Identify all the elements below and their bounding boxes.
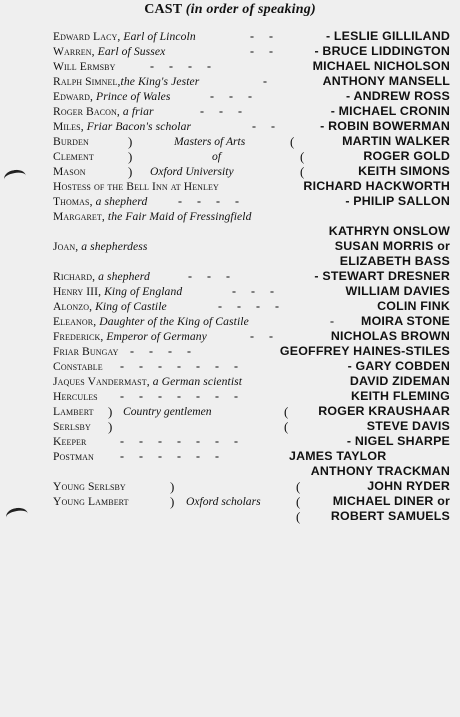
cast-row — [0, 359, 460, 374]
actor-name: MICHAEL NICHOLSON — [312, 59, 450, 73]
role-name: Thomas, — [53, 195, 93, 208]
cast-row: Serlsby ) ( STEVE DAVIS — [53, 419, 450, 434]
role-desc: Emperor of Germany — [103, 330, 207, 343]
actor-name: ANTHONY TRACKMAN — [310, 464, 450, 478]
cast-row: Mason ) Oxford University ( KEITH SIMONS — [53, 164, 450, 179]
cast-row: Lambert ) Country gentlemen ( ROGER KRAUSHAAR — [53, 404, 450, 419]
cast-row — [0, 314, 460, 329]
cast-row — [0, 89, 460, 104]
actor-name: STEVE DAVIS — [366, 419, 450, 433]
role-name: Burden — [53, 135, 89, 148]
cast-row — [0, 44, 460, 59]
leader-dots: - - — [252, 119, 281, 133]
role-desc: a friar — [119, 105, 154, 118]
actor-name: SUSAN MORRIS or — [334, 239, 450, 253]
actor-name: - ROBIN BOWERMAN — [320, 119, 450, 133]
role-desc: the Fair Maid of Fressingfield — [104, 210, 252, 223]
role-name: Henry III, — [53, 285, 102, 298]
cast-row — [0, 284, 460, 299]
role-name: Jaques Vandermast, — [53, 375, 150, 388]
role-name: Hercules — [53, 390, 98, 403]
cast-row — [0, 344, 460, 359]
actor-name: COLIN FINK — [377, 299, 450, 313]
cast-row — [0, 119, 460, 134]
group-note: Oxford University — [150, 165, 234, 178]
role-name: Serlsby — [53, 420, 91, 433]
cast-row — [0, 464, 460, 479]
cast-row — [0, 449, 460, 464]
role-name: Young Serlsby — [53, 480, 126, 493]
role-name: Miles, — [53, 120, 84, 133]
cast-row — [0, 209, 460, 224]
actor-name: - PHILIP SALLON — [345, 194, 450, 208]
actor-name: ELIZABETH BASS — [339, 254, 450, 268]
role-desc: Earl of Lincoln — [120, 30, 196, 43]
leader-dots: - - — [250, 29, 279, 43]
actor-name: ROBERT SAMUELS — [330, 509, 450, 523]
leader-dots: - - - — [232, 284, 280, 298]
leader-dots: - - — [250, 44, 279, 58]
role-name: Clement — [53, 150, 94, 163]
group-note: Masters of Arts — [174, 135, 246, 148]
role-name: Constable — [53, 360, 103, 373]
cast-row — [0, 59, 460, 74]
leader-dots: - - - - — [178, 194, 245, 208]
role-name: Lambert — [53, 405, 94, 418]
actor-name: KEITH SIMONS — [358, 164, 450, 178]
role-name: Warren, — [53, 45, 95, 58]
actor-name: ROGER GOLD — [363, 149, 450, 163]
actor-name: ANTHONY MANSELL — [322, 74, 450, 88]
role-name: Friar Bungay — [53, 345, 119, 358]
role-name: Edward Lacy, — [53, 30, 121, 43]
leader-dots: - - - - — [218, 299, 285, 313]
page-title — [0, 2, 460, 18]
actor-name: RICHARD HACKWORTH — [303, 179, 450, 193]
leader-dots: - — [263, 74, 273, 88]
leader-dots: - - - - - - — [120, 449, 225, 463]
role-name: Richard, — [53, 270, 96, 283]
role-desc: a German scientist — [149, 375, 243, 388]
role-desc: a shepherdess — [78, 240, 148, 253]
cast-row — [0, 179, 460, 194]
cast-row — [0, 254, 460, 269]
role-name: Roger Bacon, — [53, 105, 120, 118]
role-desc: Earl of Sussex — [94, 45, 166, 58]
group-note: Country gentlemen — [123, 405, 212, 418]
group-note: of — [212, 150, 222, 163]
role-name: Ralph Simnel, — [53, 75, 121, 88]
leader-dots: - - - — [210, 89, 258, 103]
role-name: Frederick, — [53, 330, 104, 343]
role-desc: King of England — [101, 285, 183, 298]
role-desc: Friar Bacon's scholar — [83, 120, 192, 133]
role-name: Postman — [53, 450, 94, 463]
actor-name: - LESLIE GILLILAND — [325, 29, 450, 43]
group-note: Oxford scholars — [186, 495, 261, 508]
actor-name: GEOFFREY HAINES-STILES — [279, 344, 450, 358]
actor-name: JOHN RYDER — [367, 479, 450, 493]
actor-name: DAVID ZIDEMAN — [349, 374, 450, 388]
role-desc: a shepherd — [95, 270, 150, 283]
cast-row: Clement ) of ( ROGER GOLD — [53, 149, 450, 164]
leader-dots: - — [330, 314, 340, 328]
cast-row: ( ROBERT SAMUELS — [296, 509, 450, 524]
role-name: Hostess of the Bell Inn at Henley — [53, 180, 219, 193]
cast-row — [0, 74, 460, 89]
actor-name: JAMES TAYLOR — [289, 449, 387, 463]
actor-name: - BRUCE LIDDINGTON — [314, 44, 450, 58]
actor-name: - STEWART DRESNER — [314, 269, 450, 283]
actor-name: - NIGEL SHARPE — [346, 434, 450, 448]
cast-row: Young Lambert ) Oxford scholars ( MICHAEL DINER or — [53, 494, 450, 509]
role-name: Edward, — [53, 90, 94, 103]
actor-name: NICHOLAS BROWN — [330, 329, 450, 343]
leader-dots: - - - - - - - — [120, 434, 244, 448]
leader-dots: - - - - - - - — [120, 389, 244, 403]
role-name: Eleanor, — [53, 315, 97, 328]
role-name: Joan, — [53, 240, 79, 253]
actor-name: KATHRYN ONSLOW — [328, 224, 450, 238]
role-name: Alonzo, — [53, 300, 93, 313]
leader-dots: - - - - - - - — [120, 359, 244, 373]
cast-row — [0, 299, 460, 314]
cast-row: Burden ) Masters of Arts ( MARTIN WALKER — [53, 134, 450, 149]
actor-name: - GARY COBDEN — [347, 359, 450, 373]
cast-row — [0, 269, 460, 284]
role-name: Mason — [53, 165, 86, 178]
leader-dots: - - - - — [150, 59, 217, 73]
actor-name: WILLIAM DAVIES — [345, 284, 450, 298]
actor-name: - MICHAEL CRONIN — [330, 104, 450, 118]
leader-dots: - - - — [200, 104, 248, 118]
role-desc: the King's Jester — [120, 75, 200, 88]
actor-name: ROGER KRAUSHAAR — [318, 404, 450, 418]
cast-row — [0, 239, 460, 254]
role-name: Keeper — [53, 435, 87, 448]
cast-row — [0, 374, 460, 389]
role-desc: King of Castile — [92, 300, 167, 313]
actor-name: MARTIN WALKER — [342, 134, 450, 148]
role-desc: a shepherd — [92, 195, 148, 208]
leader-dots: - - - — [188, 269, 236, 283]
cast-row: Young Serlsby ) ( JOHN RYDER — [53, 479, 450, 494]
actor-name: - ANDREW ROSS — [345, 89, 450, 103]
cast-row — [0, 104, 460, 119]
role-name: Margaret, — [53, 210, 105, 223]
role-name: Young Lambert — [53, 495, 129, 508]
role-desc: Prince of Wales — [93, 90, 171, 103]
cast-row — [0, 194, 460, 209]
cast-row — [0, 29, 460, 44]
cast-row — [0, 434, 460, 449]
leader-dots: - - — [250, 329, 279, 343]
leader-dots: - - - - — [130, 344, 197, 358]
cast-row — [0, 329, 460, 344]
cast-row — [0, 224, 460, 239]
cast-row — [0, 389, 460, 404]
role-name: Will Ermsby — [53, 60, 116, 73]
title-main: CAST — [144, 2, 183, 17]
role-desc: Daughter of the King of Castile — [96, 315, 249, 328]
actor-name: MOIRA STONE — [361, 314, 450, 328]
actor-name: KEITH FLEMING — [351, 389, 450, 403]
actor-name: MICHAEL DINER or — [332, 494, 450, 508]
title-sub: (in order of speaking) — [185, 2, 316, 17]
